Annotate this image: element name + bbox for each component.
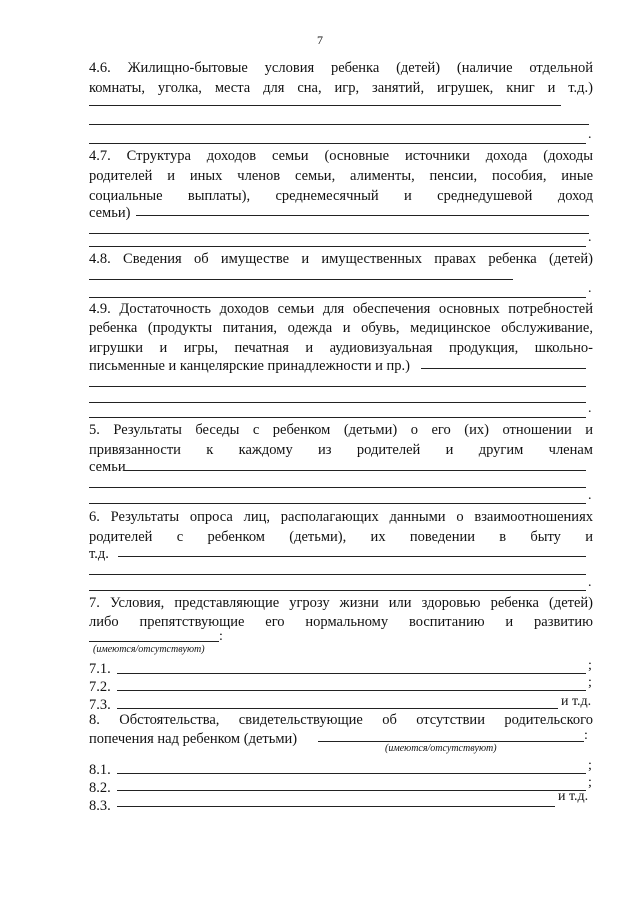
fill-line[interactable] bbox=[89, 503, 586, 504]
line-end-semicolon: ; bbox=[588, 658, 592, 673]
section-7-hint: (имеются/отсутствуют) bbox=[93, 644, 205, 655]
section-7-colon: : bbox=[219, 629, 223, 644]
fill-line[interactable] bbox=[421, 368, 586, 369]
fill-line[interactable] bbox=[89, 386, 586, 387]
item-7-2-label: 7.2. bbox=[89, 679, 111, 695]
page-number: 7 bbox=[317, 33, 323, 47]
section-6-line-3: т.д. bbox=[89, 546, 109, 562]
fill-line[interactable] bbox=[89, 487, 586, 488]
section-6-line-1: 6. Результаты опроса лиц, располагающих данными о взаимоотношениях bbox=[89, 509, 593, 525]
section-8-colon: : bbox=[584, 728, 588, 743]
item-7-3-label: 7.3. bbox=[89, 697, 111, 713]
etc-label: и т.д. bbox=[561, 694, 592, 709]
fill-line[interactable] bbox=[89, 124, 589, 125]
item-7-1-label: 7.1. bbox=[89, 661, 111, 677]
fill-line[interactable] bbox=[117, 773, 586, 774]
section-4-7-line-2: родителей и иных членов семьи, алименты, пенсии, пособия, иные bbox=[89, 168, 593, 184]
fill-line[interactable] bbox=[89, 246, 586, 247]
section-4-6-line-1: 4.6. Жилищно-бытовые условия ребенка (детей) (наличие отдельной bbox=[89, 60, 593, 76]
section-7-line-1: 7. Условия, представляющие угрозу жизни или здоровью ребенка (детей) bbox=[89, 595, 593, 611]
section-5-line-3: семьи bbox=[89, 459, 126, 475]
section-4-8-line-1: 4.8. Сведения об имуществе и имущественных правах ребенка (детей) bbox=[89, 251, 593, 267]
line-end-period: . bbox=[588, 401, 592, 416]
fill-line[interactable] bbox=[89, 297, 586, 298]
line-end-semicolon: ; bbox=[588, 675, 592, 690]
fill-line[interactable] bbox=[89, 417, 586, 418]
line-end-semicolon: ; bbox=[588, 758, 592, 773]
section-4-9-line-2: ребенка (продукты питания, одежда и обувь, медицинское обслуживание, bbox=[89, 320, 593, 336]
fill-line[interactable] bbox=[136, 215, 589, 216]
fill-line[interactable] bbox=[118, 556, 586, 557]
fill-line[interactable] bbox=[89, 590, 586, 591]
fill-line[interactable] bbox=[89, 574, 586, 575]
section-4-9-line-4: письменные и канцелярские принадлежности и пр.) bbox=[89, 358, 410, 374]
fill-line[interactable] bbox=[318, 741, 584, 742]
fill-line[interactable] bbox=[124, 470, 586, 471]
line-end-period: . bbox=[588, 281, 592, 296]
section-8-line-1: 8. Обстоятельства, свидетельствующие об отсутствии родительского bbox=[89, 712, 593, 728]
fill-line[interactable] bbox=[89, 641, 219, 642]
fill-line[interactable] bbox=[89, 279, 513, 280]
line-end-semicolon: ; bbox=[588, 775, 592, 790]
fill-line[interactable] bbox=[117, 690, 586, 691]
section-4-7-line-4: семьи) bbox=[89, 205, 131, 221]
fill-line[interactable] bbox=[117, 790, 586, 791]
fill-line[interactable] bbox=[117, 708, 558, 709]
section-4-6-line-2: комнаты, уголка, места для сна, игр, занятий, игрушек, книг и т.д.) bbox=[89, 80, 593, 96]
section-4-9-line-3: игрушки и игры, печатная и аудиовизуальная продукция, школьно- bbox=[89, 340, 593, 356]
section-4-7-line-3: социальные выплаты), среднемесячный и среднедушевой доход bbox=[89, 188, 593, 204]
section-4-9-line-1: 4.9. Достаточность доходов семьи для обеспечения основных потребностей bbox=[89, 301, 593, 317]
fill-line[interactable] bbox=[89, 105, 561, 106]
section-6-line-2: родителей с ребенком (детьми), их поведении в быту и bbox=[89, 529, 593, 545]
section-4-7-line-1: 4.7. Структура доходов семьи (основные источники дохода (доходы bbox=[89, 148, 593, 164]
fill-line[interactable] bbox=[89, 402, 586, 403]
fill-line[interactable] bbox=[89, 233, 589, 234]
line-end-period: . bbox=[588, 575, 592, 590]
section-7-line-2: либо препятствующие его нормальному воспитанию и развитию bbox=[89, 614, 593, 630]
item-8-1-label: 8.1. bbox=[89, 762, 111, 778]
fill-line[interactable] bbox=[117, 673, 586, 674]
fill-line[interactable] bbox=[89, 143, 586, 144]
fill-line[interactable] bbox=[117, 806, 555, 807]
section-8-hint: (имеются/отсутствуют) bbox=[385, 743, 497, 754]
line-end-period: . bbox=[588, 127, 592, 142]
etc-label: и т.д. bbox=[558, 789, 589, 804]
section-8-line-2: попечения над ребенком (детьми) bbox=[89, 731, 298, 747]
section-5-line-2: привязанности к каждому из родителей и другим членам bbox=[89, 442, 593, 458]
item-8-2-label: 8.2. bbox=[89, 780, 111, 796]
section-5-line-1: 5. Результаты беседы с ребенком (детьми) о его (их) отношении и bbox=[89, 422, 593, 438]
item-8-3-label: 8.3. bbox=[89, 798, 111, 814]
line-end-period: . bbox=[588, 230, 592, 245]
line-end-period: . bbox=[588, 488, 592, 503]
